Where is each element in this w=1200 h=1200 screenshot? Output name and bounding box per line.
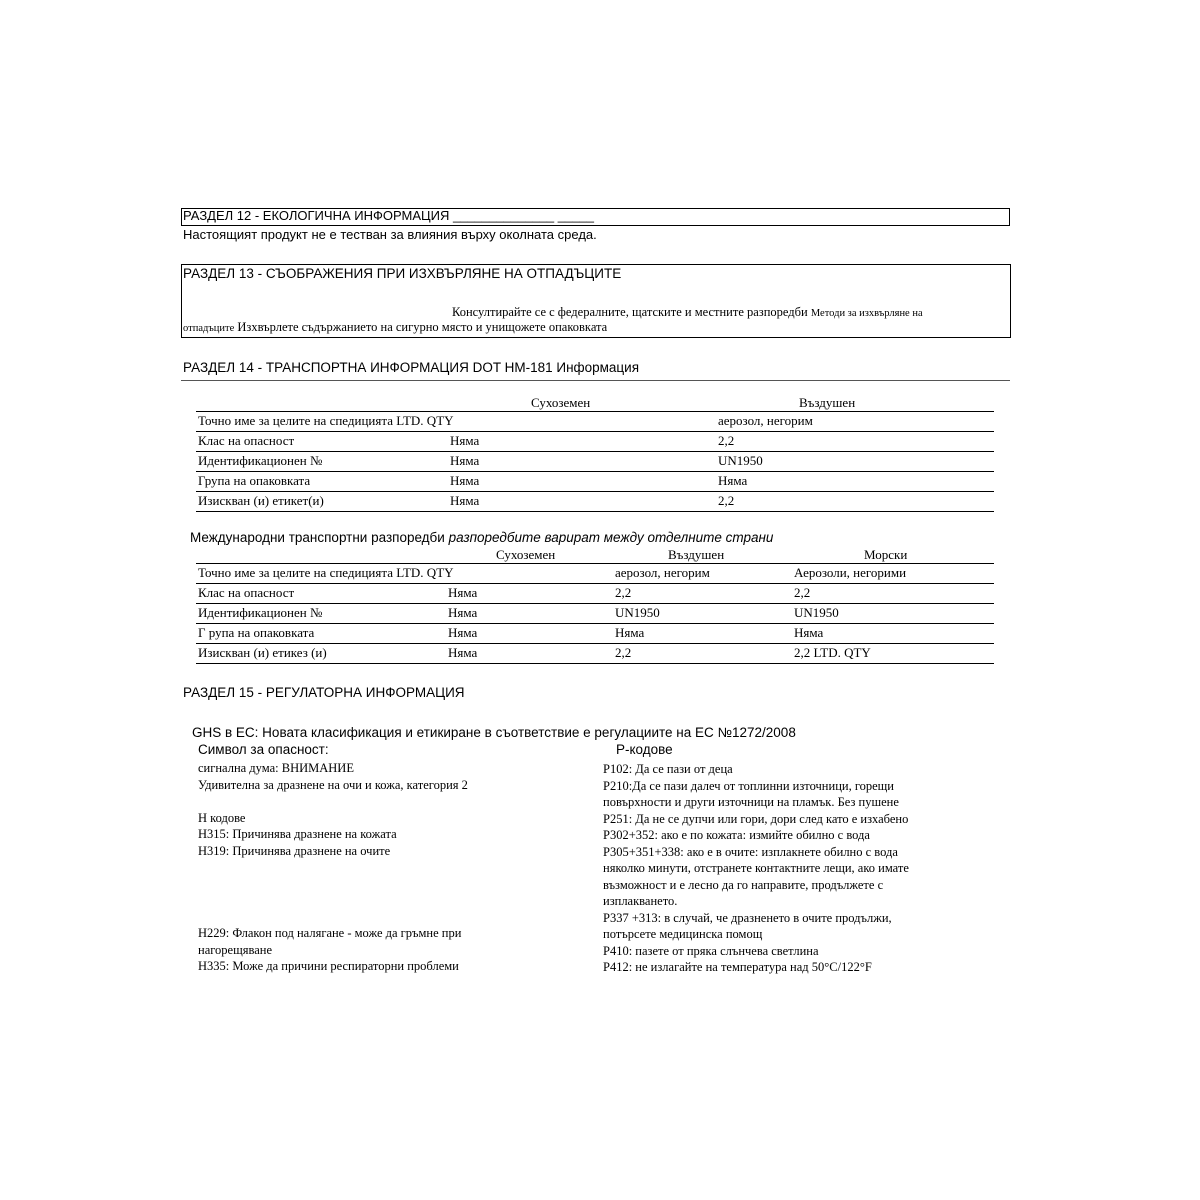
table-row bbox=[196, 432, 994, 452]
header-land: Сухоземен bbox=[496, 547, 556, 562]
air-value: UN1950 bbox=[615, 605, 660, 620]
p-code-line: Р412: не излагайте на температура над 50°С/122°F bbox=[603, 960, 872, 974]
sea-value: UN1950 bbox=[794, 605, 839, 620]
header-air: Въздушен bbox=[799, 395, 856, 410]
section14-title: РАЗДЕЛ 14 - ТРАНСПОРТНА ИНФОРМАЦИЯ DOT HM-181 Информация bbox=[183, 360, 640, 375]
p-code-line: изплакването. bbox=[603, 894, 678, 908]
row-label: Точно име за целите на спедицията LTD. QTY bbox=[198, 565, 454, 580]
land-value: Няма bbox=[450, 493, 480, 508]
row-label: Идентификационен № bbox=[198, 453, 323, 468]
air-value: 2,2 bbox=[718, 433, 735, 448]
row-label: Клас на опасност bbox=[198, 585, 295, 600]
disposal-consult-text: Консултирайте се с федералните, щатските и местните разпоредби bbox=[452, 305, 808, 319]
hazard-line: Н кодове bbox=[198, 810, 246, 825]
table-row bbox=[196, 412, 994, 432]
row-label: Изискван (и) етикез (и) bbox=[198, 645, 327, 660]
air-value: аерозол, негорим bbox=[718, 413, 813, 428]
air-value: Няма bbox=[718, 473, 748, 488]
air-value: аерозол, негорим bbox=[615, 565, 710, 580]
hazard-line bbox=[198, 892, 598, 909]
intl-transport-table bbox=[196, 549, 994, 664]
table-row bbox=[196, 452, 994, 472]
p-code-line: Р305+351+338: ако е в очите: изплакнете обилно с вода bbox=[603, 844, 898, 859]
table-row bbox=[196, 644, 994, 664]
section12-text: Настоящият продукт не е тестван за влияния върху околната среда. bbox=[183, 227, 597, 242]
section14-rule bbox=[181, 380, 1010, 381]
table-row bbox=[196, 492, 994, 512]
intl-transport-title bbox=[190, 530, 773, 546]
ghs-eu-title: GHS в ЕС: Новата класификация и етикиране в съответствие е регулациите на ЕС №1272/2008 bbox=[192, 725, 796, 740]
table-row bbox=[196, 624, 994, 644]
disposal-instruction-text: Изхвърлете съдържанието на сигурно място и унищожете опаковката bbox=[237, 320, 608, 334]
header-sea: Морски bbox=[864, 547, 908, 562]
p-code-line: Р410: пазете от пряка слънчева светлина bbox=[603, 943, 819, 958]
land-value: Няма bbox=[450, 473, 480, 488]
p-code-line: няколко минути, отстранете контактните лещи, ако имате bbox=[603, 861, 909, 875]
hazard-line bbox=[198, 793, 598, 810]
air-value: 2,2 bbox=[615, 645, 632, 660]
section15-title: РАЗДЕЛ 15 - РЕГУЛАТОРНА ИНФОРМАЦИЯ bbox=[183, 685, 465, 700]
hazard-line: сигнална дума: ВНИМАНИЕ bbox=[198, 761, 354, 775]
row-label: Точно име за целите на спедицията LTD. QTY bbox=[198, 413, 454, 428]
sea-value: 2,2 bbox=[794, 585, 811, 600]
hazard-line: Н335: Може да причини респираторни проблеми bbox=[198, 959, 459, 973]
hazard-line bbox=[198, 909, 598, 926]
p-code-line: повърхности и други източници на пламък. Без пушене bbox=[603, 795, 899, 809]
hazard-line: Н229: Флакон под налягане - може да гръмне при bbox=[198, 926, 462, 940]
p-code-line: възможност и е лесно да го направите, продължете с bbox=[603, 877, 884, 892]
dot-transport-table bbox=[196, 397, 994, 512]
table-header-row bbox=[196, 549, 994, 564]
intl-title-text: Международни транспортни разпоредби bbox=[190, 530, 445, 545]
land-value: Няма bbox=[450, 433, 480, 448]
row-label: Група на опаковката bbox=[198, 473, 311, 488]
p-code-line: Р102: Да се пази от деца bbox=[603, 762, 733, 776]
p-code-line: Р251: Да не се дупчи или гори, дори след като е изхабено bbox=[603, 811, 909, 826]
section13-title: РАЗДЕЛ 13 - СЪОБРАЖЕНИЯ ПРИ ИЗХВЪРЛЯНЕ НА ОТПАДЪЦИТЕ bbox=[183, 266, 622, 281]
p-code-line: Р302+352: ако е по кожата: измийте обилно с вода bbox=[603, 828, 870, 842]
section12-title: РАЗДЕЛ 12 - ЕКОЛОГИЧНА ИНФОРМАЦИЯ ______________ _____ bbox=[183, 208, 594, 223]
section13-disposal-line1 bbox=[452, 305, 923, 321]
table-row bbox=[196, 604, 994, 624]
table-row bbox=[196, 472, 994, 492]
precaution-codes-column bbox=[603, 761, 1023, 976]
header-air: Въздушен bbox=[668, 547, 725, 562]
air-value: 2,2 bbox=[718, 493, 735, 508]
row-label: Изискван (и) етикет(и) bbox=[198, 493, 324, 508]
hazard-line: Удивителна за дразнене на очи и кожа, категория 2 bbox=[198, 777, 468, 792]
table-header-row bbox=[196, 397, 994, 412]
land-value: Няма bbox=[448, 585, 478, 600]
sea-value: Аерозоли, негорими bbox=[794, 565, 907, 580]
p-code-line: Р337 +313: в случай, че дразненето в очите продължи, bbox=[603, 910, 892, 925]
table-row bbox=[196, 564, 994, 584]
land-value: Няма bbox=[448, 645, 478, 660]
p-code-line: потърсете медицинска помощ bbox=[603, 927, 763, 941]
air-value: Няма bbox=[615, 625, 645, 640]
land-value: Няма bbox=[448, 625, 478, 640]
table-row bbox=[196, 584, 994, 604]
hazard-line bbox=[198, 876, 598, 893]
p-codes-label: Р-кодове bbox=[616, 742, 673, 757]
land-value: Няма bbox=[450, 453, 480, 468]
header-land: Сухоземен bbox=[531, 395, 591, 410]
p-code-line: Р210:Да се пази далеч от топлинни източници, горещи bbox=[603, 778, 894, 793]
section13-disposal-line2 bbox=[183, 320, 607, 336]
hazard-symbol-label: Символ за опасност: bbox=[198, 742, 329, 757]
hazard-line: Н315: Причинява дразнене на кожата bbox=[198, 827, 397, 841]
air-value: 2,2 bbox=[615, 585, 632, 600]
land-value: Няма bbox=[448, 605, 478, 620]
disposal-methods-label: Методи за изхвърляне на bbox=[810, 308, 923, 319]
air-value: UN1950 bbox=[718, 453, 763, 468]
hazard-line: Н319: Причинява дразнене на очите bbox=[198, 843, 391, 858]
row-label: Г рупа на опаковката bbox=[198, 625, 315, 640]
sea-value: 2,2 LTD. QTY bbox=[794, 645, 871, 660]
hazard-line: нагорещяване bbox=[198, 942, 272, 957]
intl-title-note: разпоредбите варират между отделните страни bbox=[448, 530, 774, 545]
hazard-statements-column bbox=[198, 760, 598, 975]
disposal-waste-label: отпадъците bbox=[183, 323, 235, 334]
hazard-line bbox=[198, 859, 598, 876]
sea-value: Няма bbox=[794, 625, 824, 640]
row-label: Клас на опасност bbox=[198, 433, 295, 448]
row-label: Идентификационен № bbox=[198, 605, 323, 620]
